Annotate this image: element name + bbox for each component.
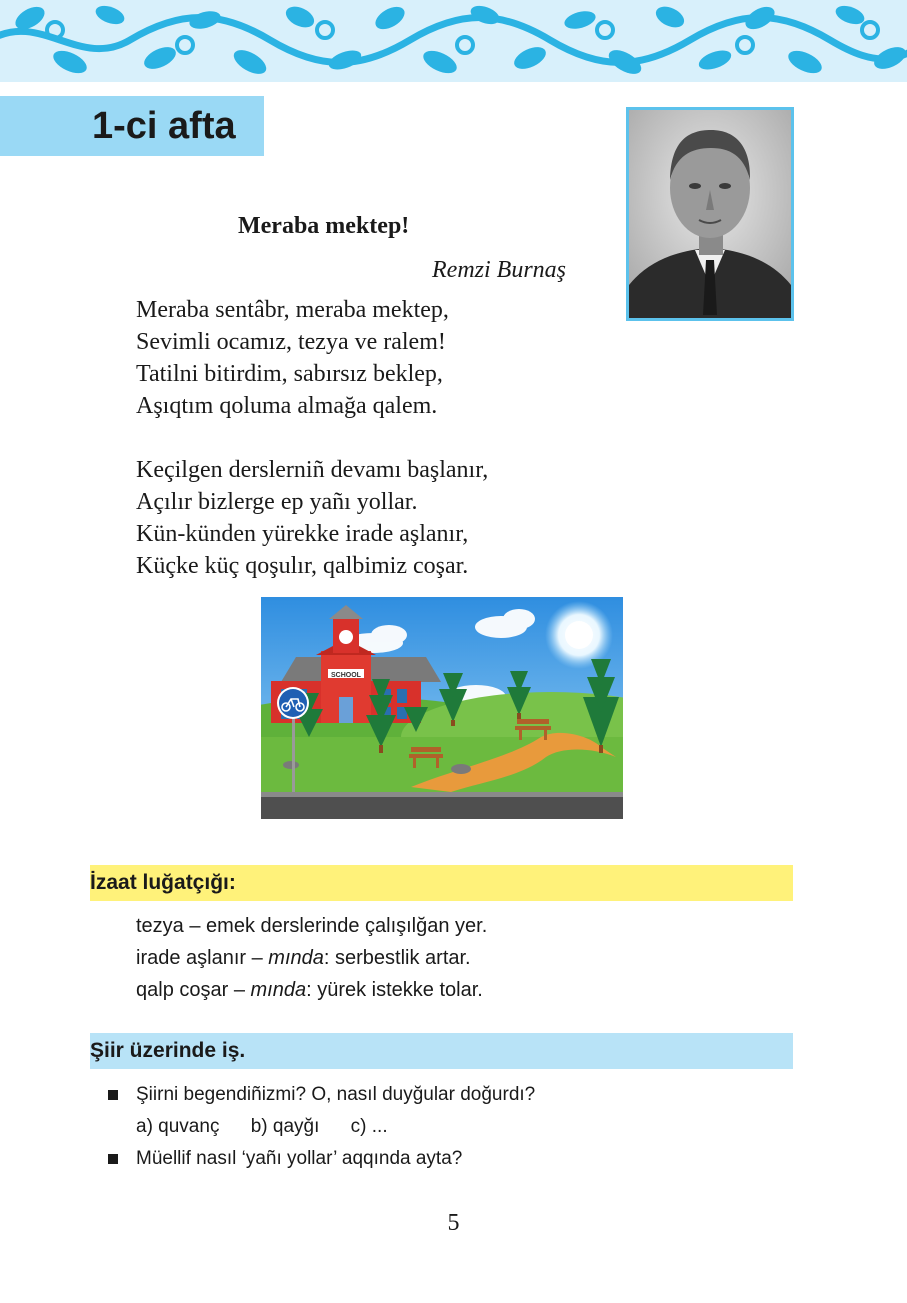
poem-line: Keçilgen derslerniñ devamı başlanır,: [136, 457, 489, 483]
bullet-icon: [108, 1090, 118, 1100]
poem-line: Meraba sentâbr, meraba mektep,: [136, 297, 449, 323]
answer-option: a) quvanç: [136, 1116, 220, 1137]
work-bar: [90, 1033, 793, 1069]
ornamental-banner: [0, 0, 907, 82]
school-sign-text: SCHOOL: [331, 672, 361, 679]
work-heading: Şiir üzerinde iş.: [90, 1039, 246, 1062]
question-1: Şiirni begendiñizmi? O, nasıl duyğular doğurdı?: [136, 1084, 536, 1105]
poem-author: Remzi Burnaş: [432, 257, 566, 283]
bullet-icon: [108, 1154, 118, 1164]
poem-line: Küçke küç qoşulır, qalbimiz coşar.: [136, 553, 469, 579]
answer-options: [136, 1112, 414, 1142]
poem-line: Kün-künden yürekke irade aşlanır,: [136, 521, 469, 547]
vocabulary-list: [136, 910, 487, 1006]
poem-line: Tatilni bitirdim, sabırsız beklep,: [136, 361, 443, 387]
vocabulary-bar: [90, 865, 793, 901]
vocabulary-heading: İzaat luğatçığı:: [90, 871, 236, 894]
answer-option: c) ...: [350, 1116, 388, 1137]
author-portrait: [626, 107, 794, 321]
poem-stanza-2: [136, 454, 488, 582]
poem-line: Aşıqtım qoluma almağa qalem.: [136, 393, 438, 419]
answer-option: b) qayğı: [250, 1116, 320, 1137]
vocabulary-item: tezya – emek derslerinde çalışılğan yer.: [136, 915, 488, 937]
school-illustration: [261, 597, 623, 819]
poem-line: Açılır bizlerge ep yañı yollar.: [136, 489, 418, 515]
page-number: 5: [447, 1210, 460, 1236]
poem-line: Sevimli ocamız, tezya ve ralem!: [136, 329, 446, 355]
week-title: 1-ci afta: [92, 105, 236, 147]
vocabulary-item: irade aşlanır – mında: serbestlik artar.: [136, 947, 471, 969]
question-2: Müellif nasıl ‘yañı yollar’ aqqında ayta?: [136, 1148, 463, 1169]
poem-stanza-1: [136, 294, 449, 422]
vocabulary-item: qalp coşar – mında: yürek istekke tolar.: [136, 979, 483, 1001]
poem-title: Meraba mektep!: [238, 213, 410, 239]
